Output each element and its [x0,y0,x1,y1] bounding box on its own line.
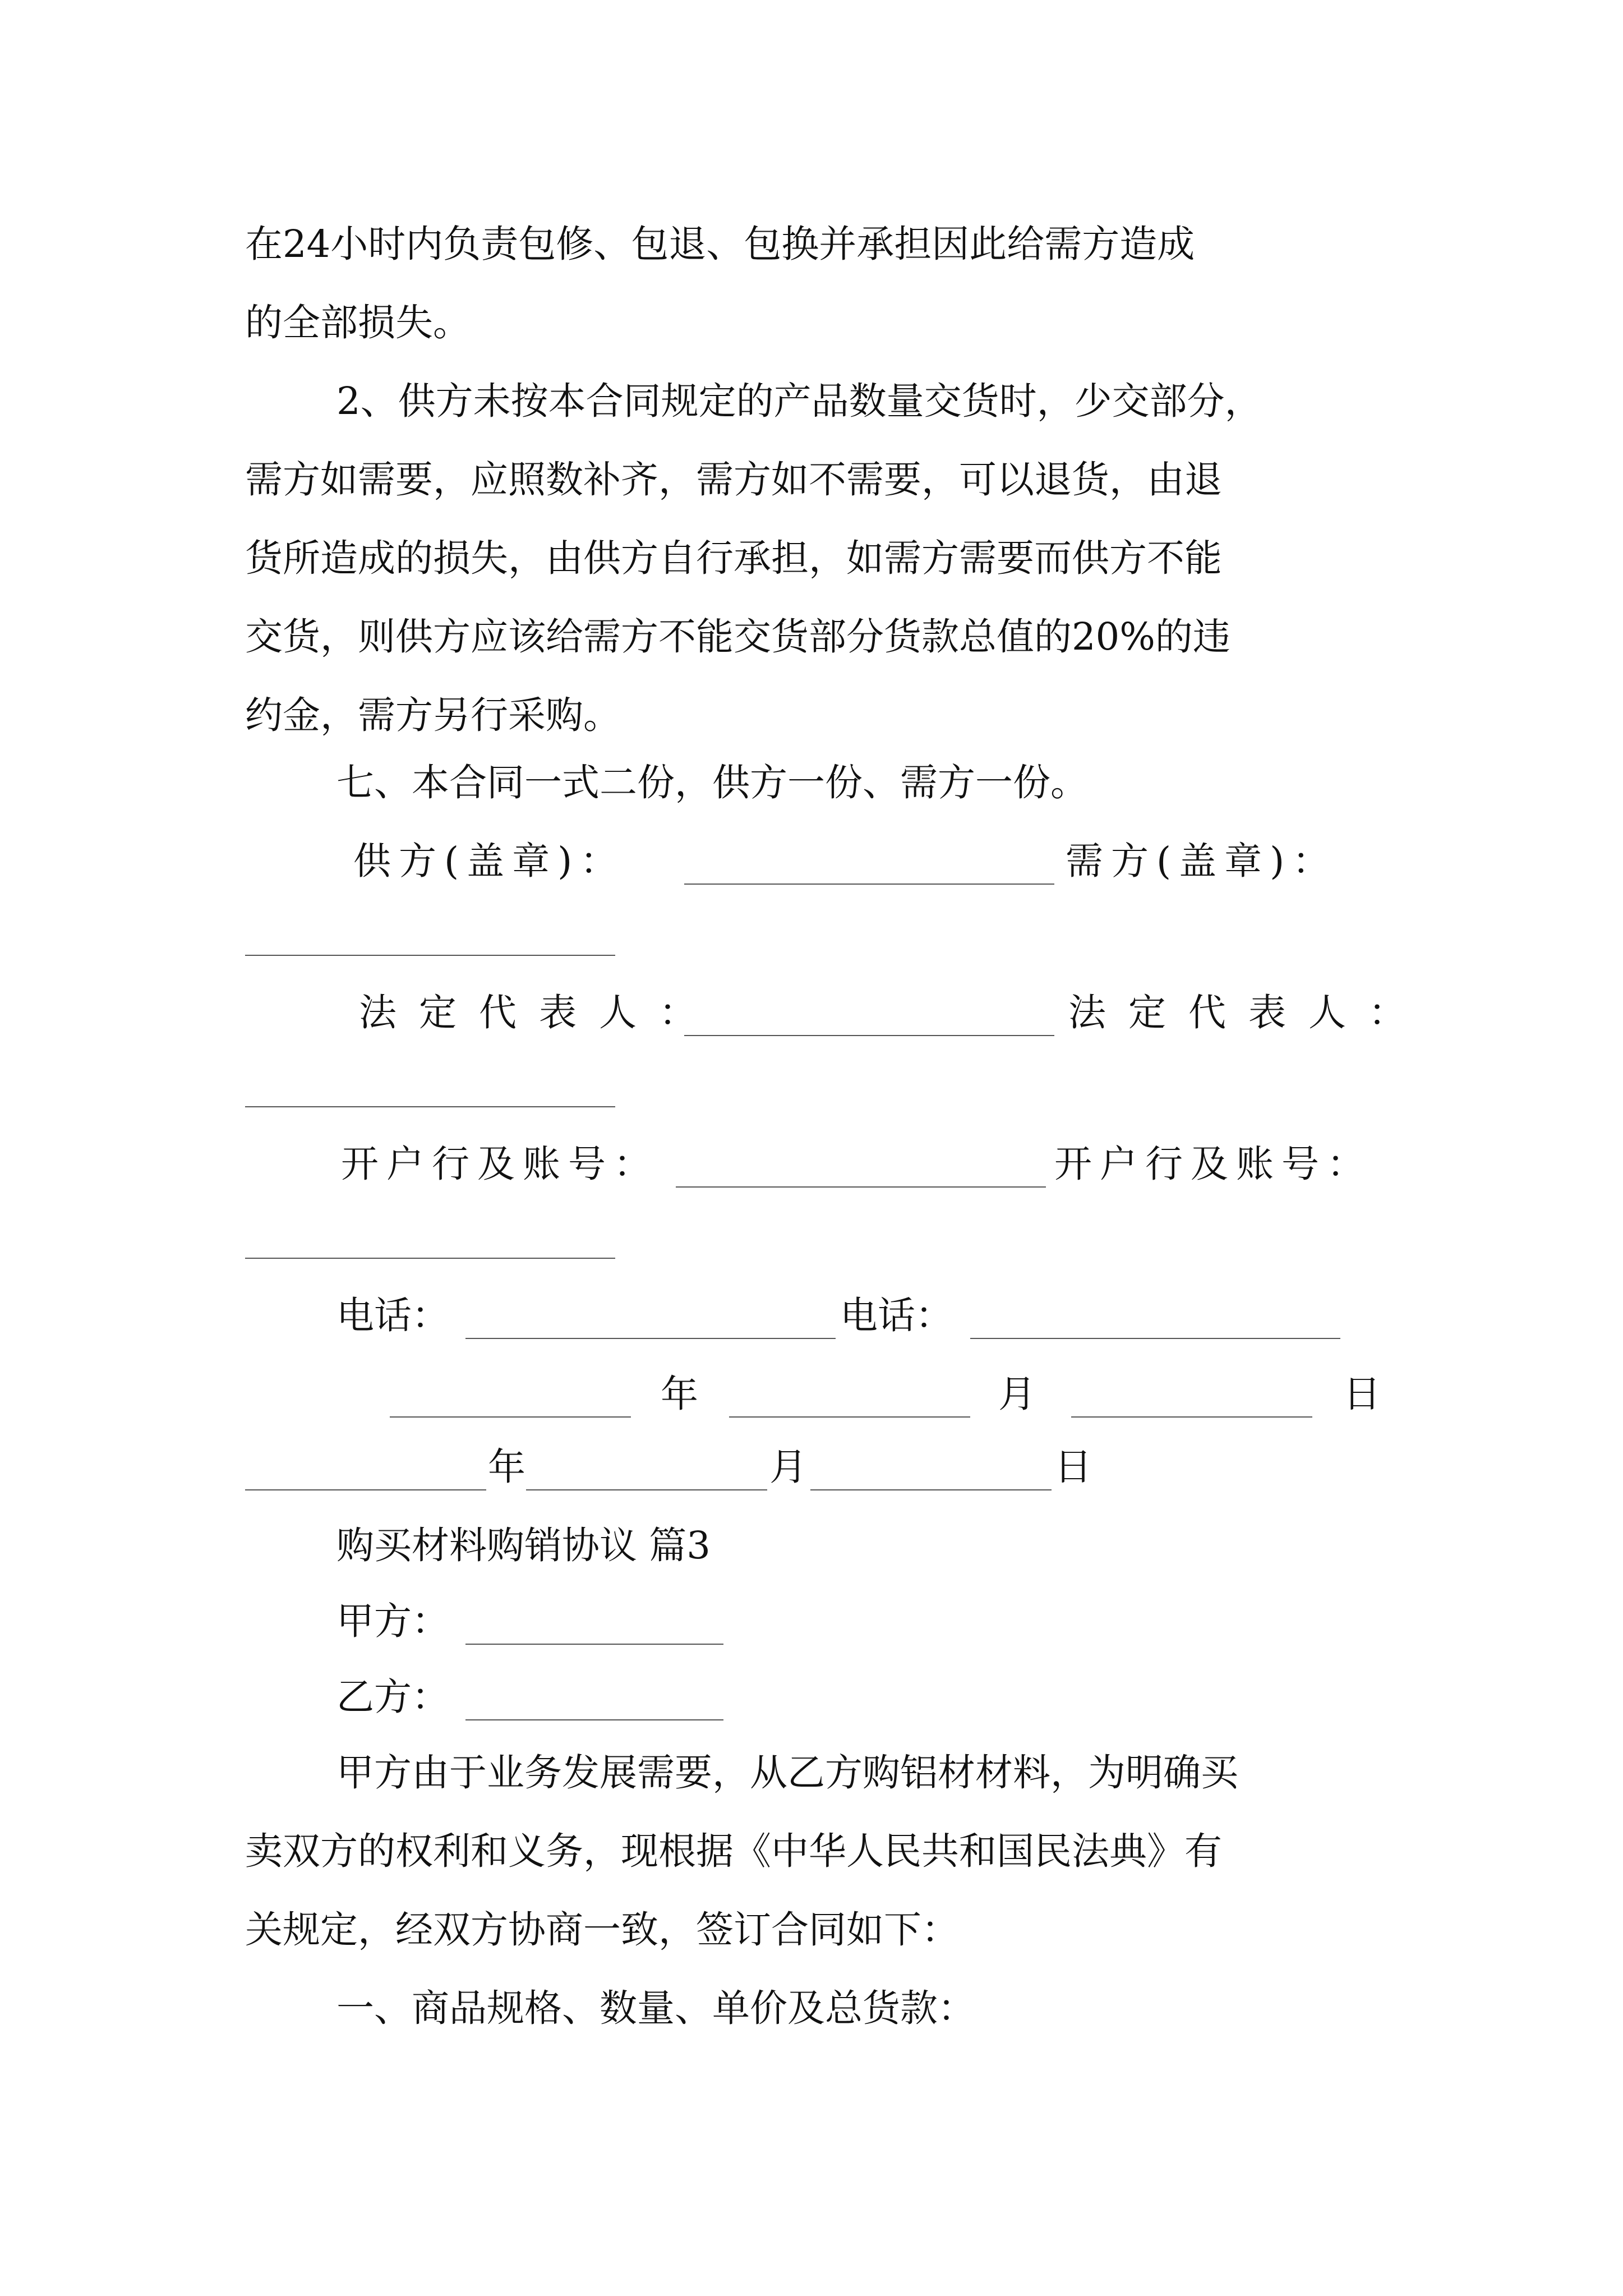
party-b-label: 乙方： [336,1675,449,1719]
legal-rep-blank-b [245,1106,615,1107]
line-text: 2、供方未按本合同规定的产品数量交货时，少交部分， [336,379,1262,423]
paragraph-line [0,754,1623,811]
line-text: 的全部损失。 [245,301,471,344]
paragraph-line [0,1902,1623,1958]
paragraph-line [0,216,1623,272]
line-text: 约金，需方另行采购。 [245,693,621,737]
legal-rep-label-a: 法定代表人： [359,991,719,1034]
party-a-label: 甲方： [336,1599,449,1643]
phone-blank-a [465,1338,836,1339]
line-text: 需方如需要，应照数补齐，需方如不需要，可以退货，由退 [245,458,1222,501]
month-label-b: 月 [769,1445,807,1489]
signature-row-legal-rep [0,984,1623,1041]
party-a-blank [465,1644,723,1645]
line-text: 七、本合同一式二份，供方一份、需方一份。 [336,761,1088,804]
line-text: 甲方由于业务发展需要，从乙方购铝材材料，为明确买 [336,1751,1238,1795]
party-b-blank [465,1719,723,1720]
signature-row-seal [0,833,1623,889]
supplier-seal-blank [684,884,1054,885]
paragraph-line [0,452,1623,508]
paragraph-line [0,1823,1623,1879]
bank-blank-b [245,1258,615,1259]
signature-row-date-a [0,1366,1623,1422]
signature-row-bank [0,1136,1623,1192]
month-label-a: 月 [998,1372,1036,1416]
clause-heading [0,1980,1623,2036]
supplier-seal-label: 供方(盖章)： [353,839,626,883]
year-blank-a [390,1416,631,1418]
signature-row-phone [0,1287,1623,1343]
clause-1-text: 一、商品规格、数量、单价及总货款： [336,1986,975,2030]
buyer-seal-label: 需方(盖章)： [1066,839,1338,883]
party-a-row [0,1593,1623,1649]
section-title-text: 购买材料购销协议 篇3 [336,1524,711,1567]
paragraph-line [0,373,1623,429]
day-blank-b [810,1489,1052,1490]
bank-label-a: 开户行及账号： [341,1142,659,1186]
line-text: 在24小时内负责包修、包退、包换并承担因此给需方造成 [245,222,1195,266]
legal-rep-blank-a [684,1035,1054,1036]
paragraph-line [0,530,1623,586]
paragraph-line [0,687,1623,743]
paragraph-line [0,295,1623,351]
year-blank-b [245,1489,486,1490]
bank-label-b: 开户行及账号： [1054,1142,1372,1186]
day-label-b: 日 [1054,1445,1092,1489]
legal-rep-label-b: 法定代表人： [1068,991,1428,1034]
month-blank-b [526,1489,767,1490]
phone-label-a: 电话： [336,1294,449,1337]
month-blank-a [729,1416,970,1418]
paragraph-line [0,609,1623,665]
line-text: 货所造成的损失，由供方自行承担，如需方需要而供方不能 [245,536,1222,580]
signature-row-date-b [0,1439,1623,1495]
line-text: 卖双方的权利和义务，现根据《中华人民共和国民法典》有 [245,1829,1222,1873]
line-text: 关规定，经双方协商一致，签订合同如下： [245,1908,959,1952]
paragraph-line [0,1745,1623,1801]
section-title [0,1517,1623,1573]
day-label-a: 日 [1343,1372,1381,1416]
year-label-b: 年 [488,1445,525,1489]
phone-label-b: 电话： [840,1294,953,1337]
phone-blank-b [970,1338,1340,1339]
day-blank-a [1071,1416,1312,1418]
buyer-seal-blank [245,955,615,956]
year-label-a: 年 [661,1372,698,1416]
bank-blank-a [676,1186,1046,1188]
line-text: 交货，则供方应该给需方不能交货部分货款总值的20%的违 [245,615,1230,659]
party-b-row [0,1669,1623,1725]
